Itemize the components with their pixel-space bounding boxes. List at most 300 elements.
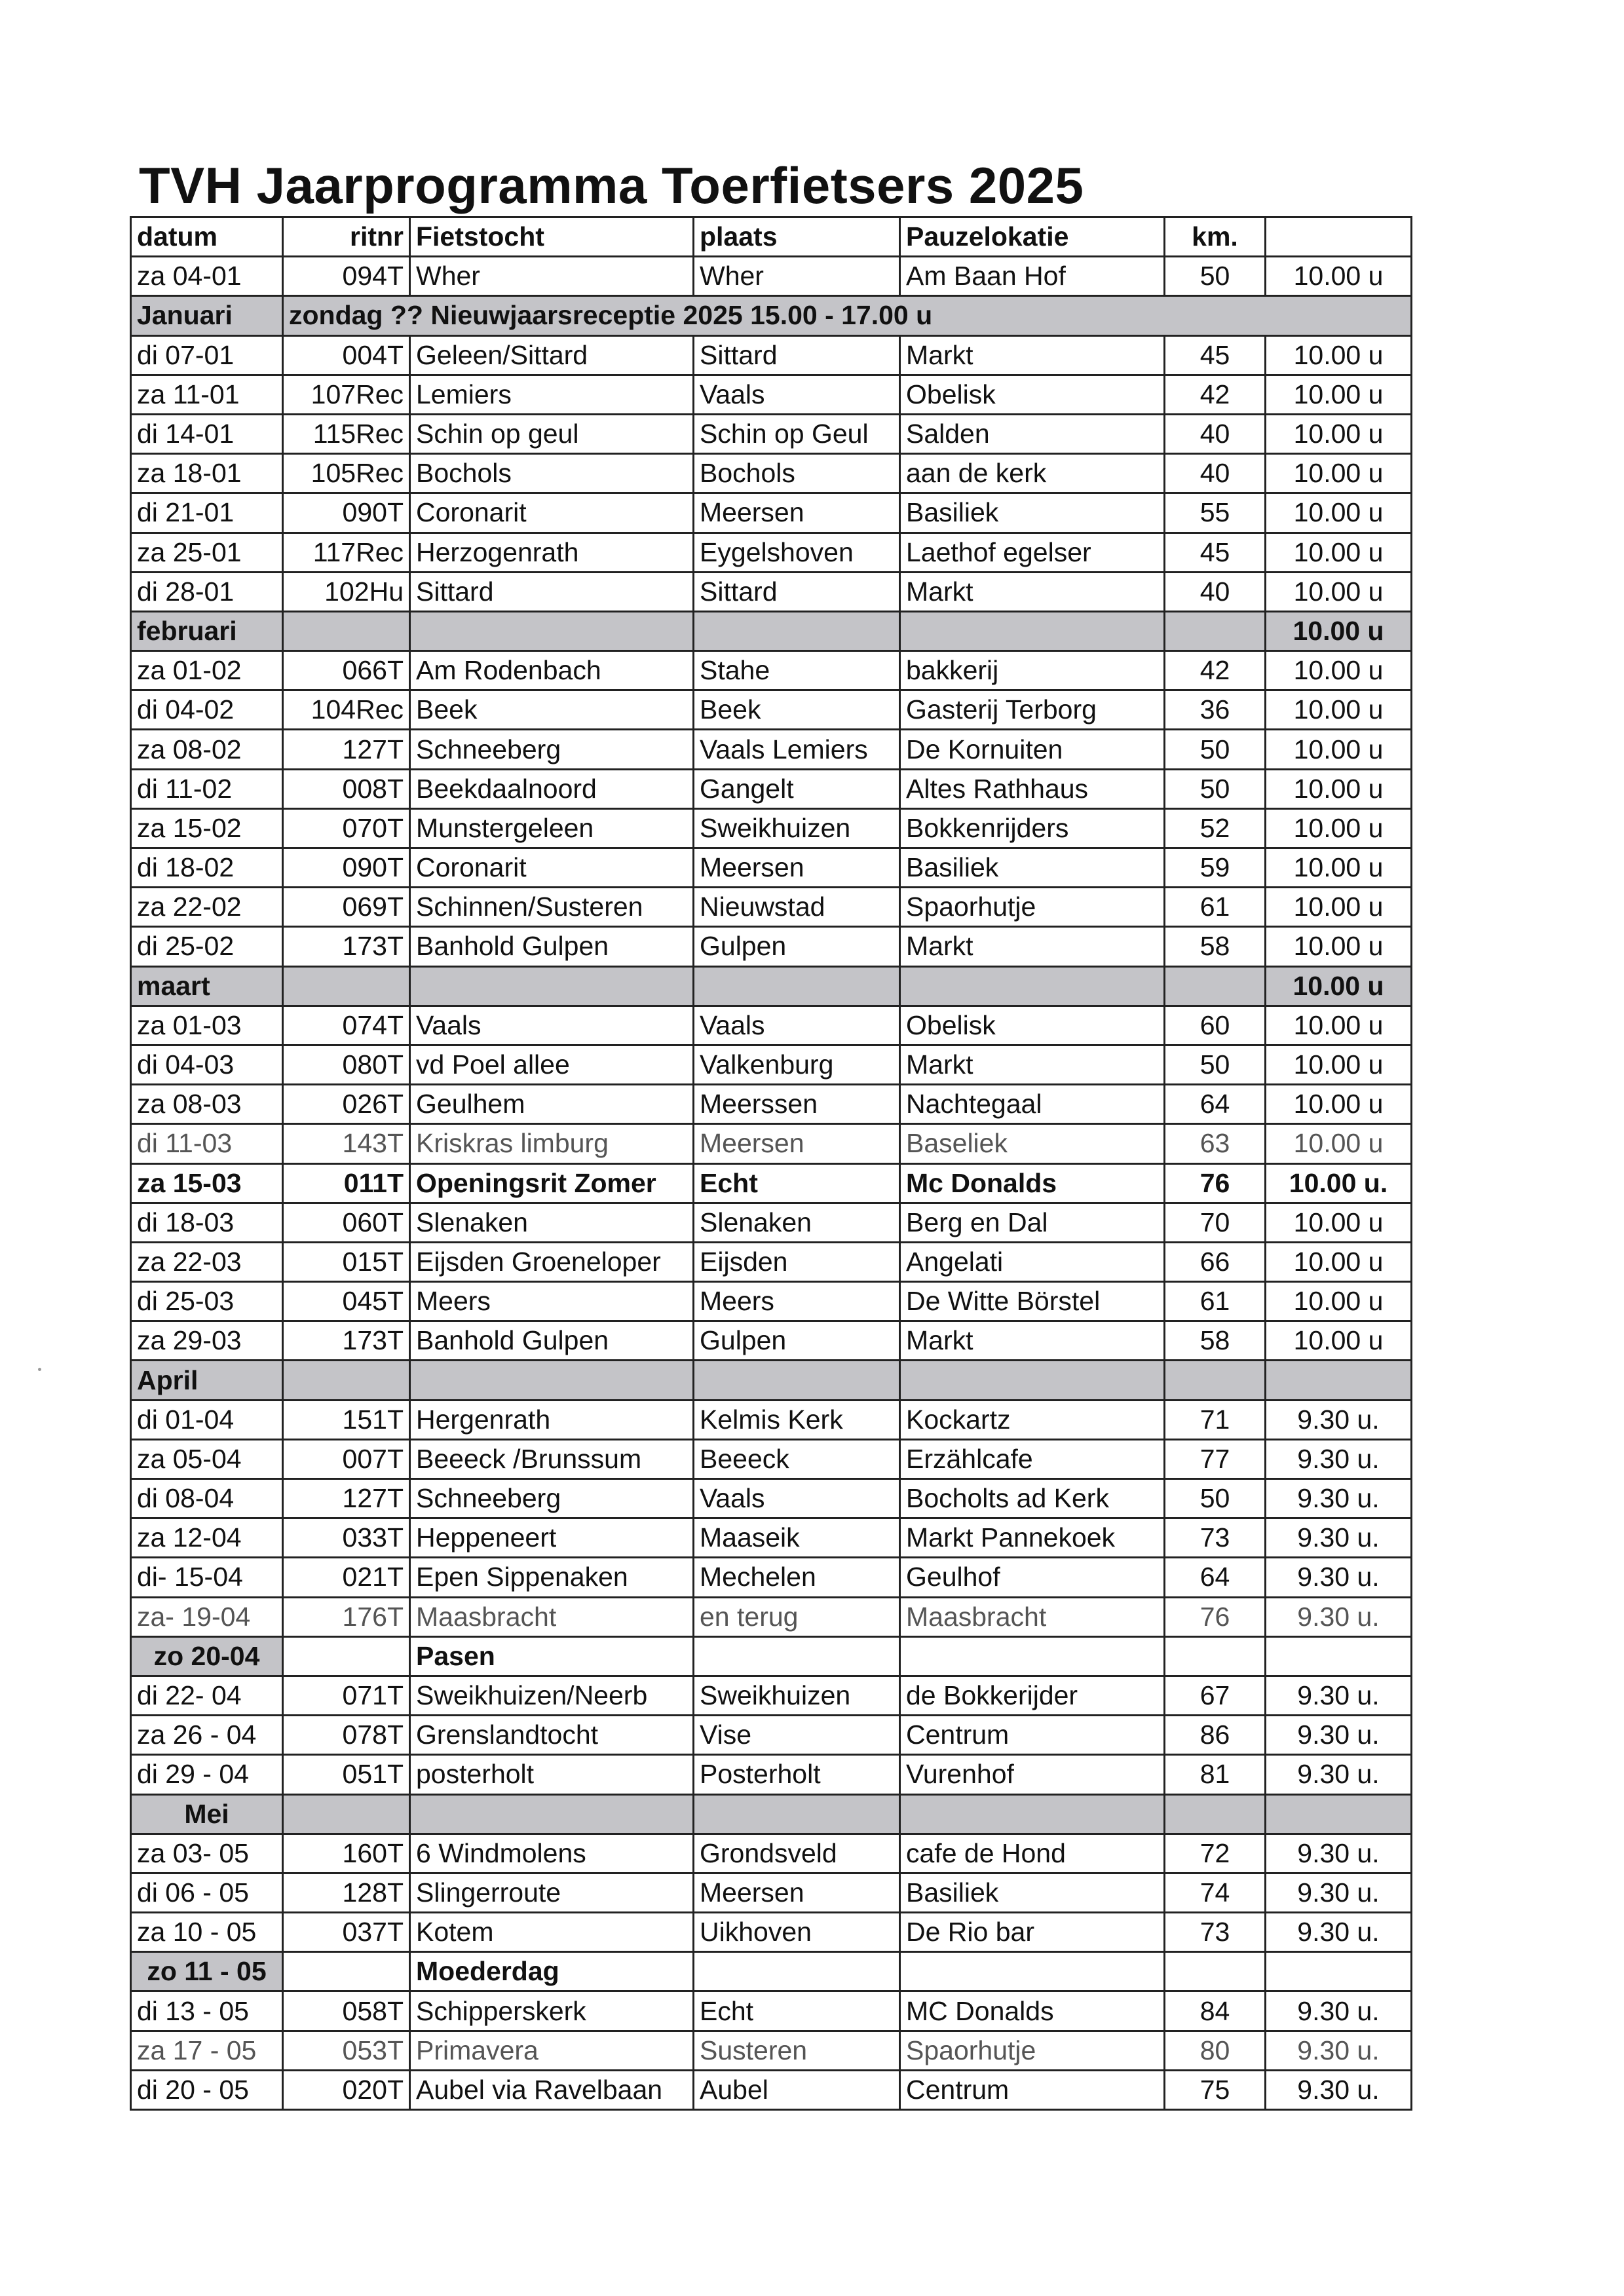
header-plaats: plaats	[694, 217, 900, 257]
cell-plaats: Vaals	[694, 375, 900, 414]
cell-empty	[694, 1636, 900, 1676]
cell-datum: za 22-03	[131, 1242, 283, 1281]
cell-empty	[283, 1794, 410, 1834]
cell-datum: za 11-01	[131, 375, 283, 414]
cell-tijd: 10.00 u	[1266, 454, 1412, 493]
cell-km: 60	[1165, 1006, 1266, 1045]
cell-tocht: Eijsden Groeneloper	[410, 1242, 694, 1281]
cell-datum: di 01-04	[131, 1400, 283, 1439]
cell-plaats: Aubel	[694, 2070, 900, 2109]
cell-tocht: Sweikhuizen/Neerb	[410, 1676, 694, 1715]
cell-tocht: posterholt	[410, 1755, 694, 1794]
cell-ritnr: 117Rec	[283, 533, 410, 572]
cell-km: 58	[1165, 1321, 1266, 1361]
cell-datum: za 15-03	[131, 1163, 283, 1203]
cell-tijd: 10.00 u	[1266, 1045, 1412, 1084]
cell-tijd: 10.00 u	[1266, 533, 1412, 572]
cell-ritnr: 020T	[283, 2070, 410, 2109]
table-row	[131, 533, 1412, 572]
cell-pauze: Spaorhutje	[900, 2031, 1165, 2070]
cell-ritnr: 094T	[283, 257, 410, 296]
cell-ritnr: 069T	[283, 888, 410, 927]
cell-tijd: 9.30 u.	[1266, 1597, 1412, 1636]
cell-tocht: Kriskras limburg	[410, 1124, 694, 1163]
cell-pauze: MC Donalds	[900, 1991, 1165, 2031]
cell-tocht: Beekdaalnoord	[410, 769, 694, 808]
cell-plaats: Grondsveld	[694, 1834, 900, 1873]
cell-tocht: Slenaken	[410, 1203, 694, 1242]
cell-tocht: 6 Windmolens	[410, 1834, 694, 1873]
cell-plaats: Vaals	[694, 1479, 900, 1518]
cell-empty	[1266, 1636, 1412, 1676]
cell-ritnr: 173T	[283, 927, 410, 966]
cell-plaats: Kelmis Kerk	[694, 1400, 900, 1439]
cell-tocht: Sittard	[410, 572, 694, 611]
cell-ritnr: 060T	[283, 1203, 410, 1242]
cell-ritnr: 090T	[283, 848, 410, 888]
cell-datum: di 04-02	[131, 690, 283, 730]
cell-datum: za 01-03	[131, 1006, 283, 1045]
cell-tijd: 10.00 u	[1266, 1242, 1412, 1281]
cell-tocht: Vaals	[410, 1006, 694, 1045]
cell-datum: di 13 - 05	[131, 1991, 283, 2031]
holiday-row	[131, 1952, 1412, 1991]
cell-pauze: Markt	[900, 927, 1165, 966]
cell-plaats: Beeeck	[694, 1439, 900, 1478]
cell-pauze: Basiliek	[900, 1873, 1165, 1912]
cell-tijd: 9.30 u.	[1266, 1873, 1412, 1912]
cell-datum: za 10 - 05	[131, 1913, 283, 1952]
cell-empty	[1165, 966, 1266, 1006]
schedule-body	[131, 217, 1412, 2110]
cell-pauze: Nachtegaal	[900, 1085, 1165, 1124]
cell-datum: di 18-03	[131, 1203, 283, 1242]
table-row	[131, 454, 1412, 493]
cell-datum: za 17 - 05	[131, 2031, 283, 2070]
cell-tocht: Munstergeleen	[410, 808, 694, 848]
cell-tocht: Aubel via Ravelbaan	[410, 2070, 694, 2109]
cell-empty	[410, 1361, 694, 1400]
cell-empty	[283, 966, 410, 1006]
table-row	[131, 1439, 1412, 1478]
cell-plaats: Gulpen	[694, 927, 900, 966]
cell-plaats: Eijsden	[694, 1242, 900, 1281]
cell-plaats: Slenaken	[694, 1203, 900, 1242]
holiday-date: zo 11 - 05	[131, 1952, 283, 1991]
cell-km: 55	[1165, 493, 1266, 533]
table-row	[131, 848, 1412, 888]
cell-km: 81	[1165, 1755, 1266, 1794]
table-row	[131, 1124, 1412, 1163]
cell-plaats: Schin op Geul	[694, 414, 900, 453]
cell-pauze: aan de kerk	[900, 454, 1165, 493]
cell-plaats: Sweikhuizen	[694, 1676, 900, 1715]
table-row	[131, 651, 1412, 690]
table-row	[131, 375, 1412, 414]
cell-tijd: 9.30 u.	[1266, 1400, 1412, 1439]
cell-km: 50	[1165, 730, 1266, 769]
cell-ritnr: 151T	[283, 1400, 410, 1439]
cell-tijd: 10.00 u	[1266, 1085, 1412, 1124]
cell-datum: di 08-04	[131, 1479, 283, 1518]
cell-empty	[694, 1794, 900, 1834]
cell-pauze: Basiliek	[900, 493, 1165, 533]
cell-tijd: 10.00 u	[1266, 808, 1412, 848]
cell-tijd	[1266, 1794, 1412, 1834]
cell-empty	[1266, 1952, 1412, 1991]
cell-plaats: Sittard	[694, 572, 900, 611]
cell-tocht: Epen Sippenaken	[410, 1558, 694, 1597]
cell-plaats: Posterholt	[694, 1755, 900, 1794]
cell-tocht: Meers	[410, 1282, 694, 1321]
cell-tocht: Schinnen/Susteren	[410, 888, 694, 927]
header-km: km.	[1165, 217, 1266, 257]
cell-plaats: Nieuwstad	[694, 888, 900, 927]
table-row	[131, 888, 1412, 927]
cell-tijd: 10.00 u	[1266, 414, 1412, 453]
cell-tijd: 10.00 u	[1266, 927, 1412, 966]
month-label: Januari	[131, 296, 283, 335]
cell-ritnr: 007T	[283, 1439, 410, 1478]
cell-ritnr: 011T	[283, 1163, 410, 1203]
month-row	[131, 1794, 1412, 1834]
cell-tocht: Coronarit	[410, 848, 694, 888]
cell-tocht: Lemiers	[410, 375, 694, 414]
cell-ritnr: 033T	[283, 1518, 410, 1558]
cell-ritnr: 127T	[283, 1479, 410, 1518]
cell-pauze: cafe de Hond	[900, 1834, 1165, 1873]
cell-empty	[694, 1361, 900, 1400]
cell-pauze: Bocholts ad Kerk	[900, 1479, 1165, 1518]
cell-pauze: Altes Rathhaus	[900, 769, 1165, 808]
cell-ritnr: 066T	[283, 651, 410, 690]
table-row	[131, 1558, 1412, 1597]
cell-plaats: Sittard	[694, 335, 900, 375]
cell-datum: za 12-04	[131, 1518, 283, 1558]
cell-km: 42	[1165, 651, 1266, 690]
event-banner: zondag ?? Nieuwjaarsreceptie 2025 15.00 - 17.00 u	[283, 296, 1412, 335]
table-row	[131, 927, 1412, 966]
table-row	[131, 1873, 1412, 1912]
page-title: TVH Jaarprogramma Toerfietsers 2025	[139, 157, 1084, 214]
cell-km: 45	[1165, 533, 1266, 572]
cell-tocht: Am Rodenbach	[410, 651, 694, 690]
cell-empty	[694, 966, 900, 1006]
cell-empty	[900, 966, 1165, 1006]
cell-tocht: Geulhem	[410, 1085, 694, 1124]
cell-plaats: en terug	[694, 1597, 900, 1636]
cell-pauze: Markt	[900, 572, 1165, 611]
cell-plaats: Sweikhuizen	[694, 808, 900, 848]
cell-km: 64	[1165, 1085, 1266, 1124]
cell-plaats: Meers	[694, 1282, 900, 1321]
cell-datum: di 22- 04	[131, 1676, 283, 1715]
cell-tocht: Banhold Gulpen	[410, 1321, 694, 1361]
cell-km: 63	[1165, 1124, 1266, 1163]
cell-ritnr: 107Rec	[283, 375, 410, 414]
cell-tocht: Grenslandtocht	[410, 1716, 694, 1755]
cell-tocht: Openingsrit Zomer	[410, 1163, 694, 1203]
cell-ritnr: 045T	[283, 1282, 410, 1321]
table-row	[131, 1676, 1412, 1715]
cell-plaats: Valkenburg	[694, 1045, 900, 1084]
cell-empty	[283, 1952, 410, 1991]
cell-tijd: 10.00 u	[1266, 257, 1412, 296]
cell-ritnr: 104Rec	[283, 690, 410, 730]
table-row	[131, 1597, 1412, 1636]
cell-km: 72	[1165, 1834, 1266, 1873]
cell-tocht: Bochols	[410, 454, 694, 493]
cell-pauze: Centrum	[900, 2070, 1165, 2109]
cell-ritnr: 053T	[283, 2031, 410, 2070]
cell-tocht: Schin op geul	[410, 414, 694, 453]
cell-datum: za 18-01	[131, 454, 283, 493]
schedule-table	[130, 216, 1412, 2111]
cell-tijd: 9.30 u.	[1266, 1518, 1412, 1558]
cell-datum: di 25-02	[131, 927, 283, 966]
table-row	[131, 1203, 1412, 1242]
cell-tijd: 10.00 u	[1266, 769, 1412, 808]
table-row	[131, 1006, 1412, 1045]
cell-plaats: Stahe	[694, 651, 900, 690]
cell-tocht: Schneeberg	[410, 1479, 694, 1518]
cell-km: 45	[1165, 335, 1266, 375]
cell-datum: di 04-03	[131, 1045, 283, 1084]
header-row	[131, 217, 1412, 257]
cell-plaats: Echt	[694, 1163, 900, 1203]
cell-ritnr: 105Rec	[283, 454, 410, 493]
cell-plaats: Meerssen	[694, 1085, 900, 1124]
cell-tocht: Hergenrath	[410, 1400, 694, 1439]
cell-pauze: Berg en Dal	[900, 1203, 1165, 1242]
cell-ritnr: 176T	[283, 1597, 410, 1636]
cell-tocht: Banhold Gulpen	[410, 927, 694, 966]
cell-tijd: 10.00 u.	[1266, 1163, 1412, 1203]
table-row	[131, 730, 1412, 769]
cell-datum: di 29 - 04	[131, 1755, 283, 1794]
cell-pauze: Kockartz	[900, 1400, 1165, 1439]
cell-datum: di 20 - 05	[131, 2070, 283, 2109]
header-fietstocht: Fietstocht	[410, 217, 694, 257]
cell-tijd: 9.30 u.	[1266, 1913, 1412, 1952]
table-row	[131, 493, 1412, 533]
cell-tijd: 10.00 u	[1266, 690, 1412, 730]
cell-pauze: Obelisk	[900, 1006, 1165, 1045]
cell-km: 71	[1165, 1400, 1266, 1439]
cell-empty	[694, 1952, 900, 1991]
cell-ritnr: 015T	[283, 1242, 410, 1281]
cell-pauze: Geulhof	[900, 1558, 1165, 1597]
cell-pauze: Mc Donalds	[900, 1163, 1165, 1203]
scan-speck	[38, 1368, 41, 1371]
cell-km: 42	[1165, 375, 1266, 414]
cell-pauze: De Kornuiten	[900, 730, 1165, 769]
cell-pauze: Gasterij Terborg	[900, 690, 1165, 730]
cell-tijd: 9.30 u.	[1266, 1991, 1412, 2031]
cell-tijd: 9.30 u.	[1266, 1834, 1412, 1873]
cell-pauze: Laethof egelser	[900, 533, 1165, 572]
month-row	[131, 1361, 1412, 1400]
cell-empty	[1165, 1636, 1266, 1676]
cell-datum: di 28-01	[131, 572, 283, 611]
cell-pauze: de Bokkerijder	[900, 1676, 1165, 1715]
cell-km: 67	[1165, 1676, 1266, 1715]
cell-tijd: 9.30 u.	[1266, 1716, 1412, 1755]
cell-empty	[410, 611, 694, 650]
cell-km: 66	[1165, 1242, 1266, 1281]
cell-km: 59	[1165, 848, 1266, 888]
cell-datum: di- 15-04	[131, 1558, 283, 1597]
cell-km: 73	[1165, 1518, 1266, 1558]
cell-pauze: De Rio bar	[900, 1913, 1165, 1952]
cell-km: 50	[1165, 1479, 1266, 1518]
cell-pauze: Markt	[900, 335, 1165, 375]
cell-datum: za 03- 05	[131, 1834, 283, 1873]
table-row	[131, 1400, 1412, 1439]
cell-empty	[900, 1361, 1165, 1400]
cell-datum: di 07-01	[131, 335, 283, 375]
cell-datum: za 08-02	[131, 730, 283, 769]
cell-ritnr: 058T	[283, 1991, 410, 2031]
cell-plaats: Gangelt	[694, 769, 900, 808]
cell-datum: za 25-01	[131, 533, 283, 572]
cell-km: 40	[1165, 414, 1266, 453]
cell-datum: di 25-03	[131, 1282, 283, 1321]
holiday-row	[131, 1636, 1412, 1676]
table-row	[131, 769, 1412, 808]
cell-tijd: 10.00 u	[1266, 966, 1412, 1006]
cell-tocht: vd Poel allee	[410, 1045, 694, 1084]
cell-ritnr: 021T	[283, 1558, 410, 1597]
cell-plaats: Meersen	[694, 1124, 900, 1163]
cell-tijd: 10.00 u	[1266, 1124, 1412, 1163]
cell-plaats: Wher	[694, 257, 900, 296]
cell-tocht: Kotem	[410, 1913, 694, 1952]
cell-datum: za 22-02	[131, 888, 283, 927]
table-row	[131, 1518, 1412, 1558]
cell-tocht: Maasbracht	[410, 1597, 694, 1636]
month-label: maart	[131, 966, 283, 1006]
cell-pauze: Markt Pannekoek	[900, 1518, 1165, 1558]
cell-empty	[283, 1636, 410, 1676]
cell-ritnr: 070T	[283, 808, 410, 848]
cell-ritnr: 071T	[283, 1676, 410, 1715]
cell-km: 76	[1165, 1163, 1266, 1203]
cell-km: 77	[1165, 1439, 1266, 1478]
cell-tijd: 9.30 u.	[1266, 1479, 1412, 1518]
cell-tijd: 10.00 u	[1266, 1006, 1412, 1045]
table-row	[131, 414, 1412, 453]
header-ritnr: ritnr	[283, 217, 410, 257]
cell-tijd: 10.00 u	[1266, 1203, 1412, 1242]
cell-pauze: Angelati	[900, 1242, 1165, 1281]
cell-empty	[900, 611, 1165, 650]
cell-pauze: Vurenhof	[900, 1755, 1165, 1794]
cell-km: 70	[1165, 1203, 1266, 1242]
cell-ritnr: 004T	[283, 335, 410, 375]
table-row	[131, 1755, 1412, 1794]
cell-km: 50	[1165, 769, 1266, 808]
cell-tijd: 10.00 u	[1266, 375, 1412, 414]
cell-ritnr: 090T	[283, 493, 410, 533]
cell-datum: za- 19-04	[131, 1597, 283, 1636]
cell-empty	[1165, 1952, 1266, 1991]
table-row	[131, 1085, 1412, 1124]
cell-pauze: Am Baan Hof	[900, 257, 1165, 296]
cell-pauze: Centrum	[900, 1716, 1165, 1755]
cell-ritnr: 173T	[283, 1321, 410, 1361]
cell-plaats: Vise	[694, 1716, 900, 1755]
cell-datum: za 26 - 04	[131, 1716, 283, 1755]
cell-ritnr: 143T	[283, 1124, 410, 1163]
cell-tijd: 9.30 u.	[1266, 2031, 1412, 2070]
cell-tocht: Geleen/Sittard	[410, 335, 694, 375]
cell-empty	[900, 1952, 1165, 1991]
cell-tijd: 10.00 u	[1266, 611, 1412, 650]
cell-tijd: 9.30 u.	[1266, 2070, 1412, 2109]
cell-km: 36	[1165, 690, 1266, 730]
cell-tijd: 10.00 u	[1266, 848, 1412, 888]
cell-empty	[900, 1794, 1165, 1834]
cell-ritnr: 080T	[283, 1045, 410, 1084]
cell-datum: za 08-03	[131, 1085, 283, 1124]
cell-km: 40	[1165, 454, 1266, 493]
cell-pauze: Salden	[900, 414, 1165, 453]
cell-km: 61	[1165, 1282, 1266, 1321]
cell-km: 40	[1165, 572, 1266, 611]
month-label: Mei	[131, 1794, 283, 1834]
cell-tocht: Beeeck /Brunssum	[410, 1439, 694, 1478]
cell-km: 64	[1165, 1558, 1266, 1597]
table-row	[131, 1321, 1412, 1361]
cell-tijd: 10.00 u	[1266, 335, 1412, 375]
cell-plaats: Vaals Lemiers	[694, 730, 900, 769]
cell-km: 74	[1165, 1873, 1266, 1912]
cell-empty	[1165, 1361, 1266, 1400]
cell-tijd: 9.30 u.	[1266, 1439, 1412, 1478]
cell-datum: za 04-01	[131, 257, 283, 296]
month-label: februari	[131, 611, 283, 650]
cell-ritnr: 078T	[283, 1716, 410, 1755]
cell-empty	[283, 1361, 410, 1400]
cell-km: 73	[1165, 1913, 1266, 1952]
cell-km: 86	[1165, 1716, 1266, 1755]
table-row	[131, 1045, 1412, 1084]
holiday-date: zo 20-04	[131, 1636, 283, 1676]
cell-plaats: Susteren	[694, 2031, 900, 2070]
table-row	[131, 690, 1412, 730]
cell-empty	[900, 1636, 1165, 1676]
cell-km: 80	[1165, 2031, 1266, 2070]
table-row	[131, 1479, 1412, 1518]
cell-empty	[1165, 1794, 1266, 1834]
cell-empty	[283, 611, 410, 650]
cell-tijd: 10.00 u	[1266, 888, 1412, 927]
cell-tocht: Schipperskerk	[410, 1991, 694, 2031]
cell-datum: di 14-01	[131, 414, 283, 453]
table-row	[131, 257, 1412, 296]
cell-plaats: Uikhoven	[694, 1913, 900, 1952]
month-banner-row	[131, 296, 1412, 335]
cell-pauze: Spaorhutje	[900, 888, 1165, 927]
header-pauzelokatie: Pauzelokatie	[900, 217, 1165, 257]
cell-ritnr: 026T	[283, 1085, 410, 1124]
cell-datum: di 11-03	[131, 1124, 283, 1163]
cell-datum: di 21-01	[131, 493, 283, 533]
cell-ritnr: 102Hu	[283, 572, 410, 611]
cell-pauze: Markt	[900, 1045, 1165, 1084]
cell-tocht: Wher	[410, 257, 694, 296]
